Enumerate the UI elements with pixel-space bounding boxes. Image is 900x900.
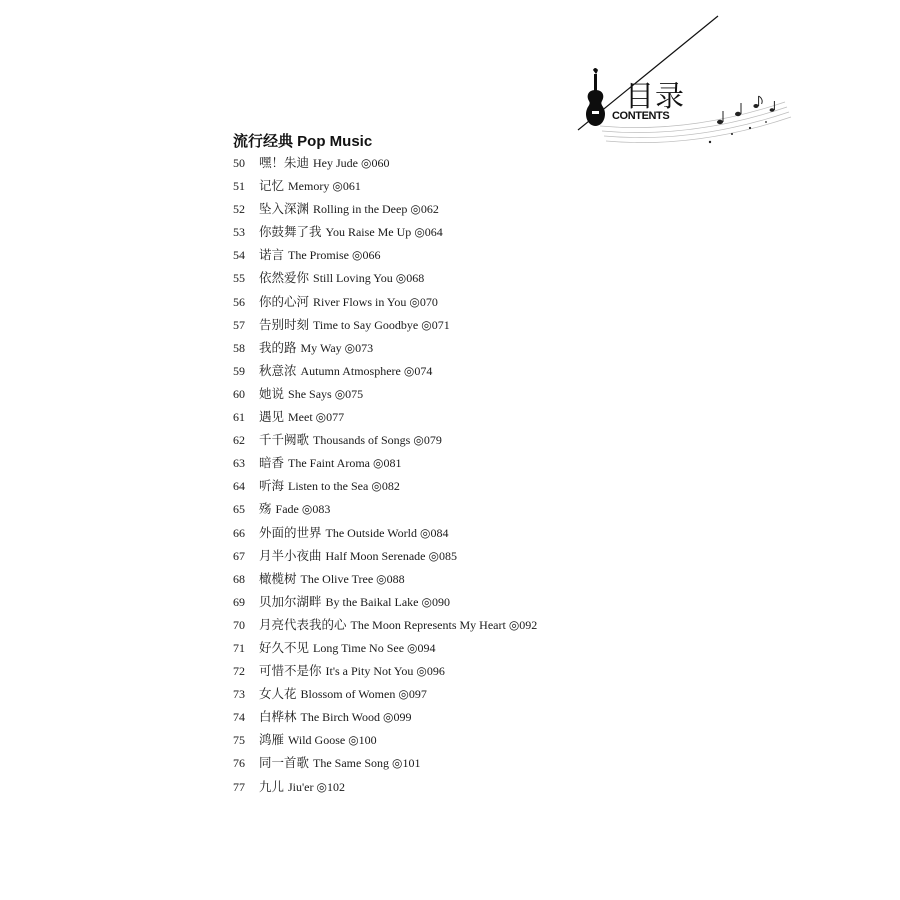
entry-page: ◎094 bbox=[407, 640, 436, 655]
toc-entry bbox=[233, 659, 537, 682]
entry-page: ◎102 bbox=[316, 779, 345, 794]
entry-title-en: Fade bbox=[275, 502, 299, 517]
entry-page: ◎068 bbox=[395, 271, 425, 286]
entry-title-en: The Same Song bbox=[313, 756, 390, 771]
entry-title-en: Wild Goose bbox=[288, 733, 346, 748]
entry-title-en: The Outside World bbox=[325, 525, 417, 540]
entry-number: 54 bbox=[233, 248, 245, 263]
entry-number: 70 bbox=[233, 617, 245, 632]
entry-number: 69 bbox=[233, 594, 245, 609]
entry-title-en: Long Time No See bbox=[313, 640, 405, 655]
entry-number: 51 bbox=[233, 179, 245, 194]
entry-title-en: Memory bbox=[288, 179, 330, 194]
entry-title-cn: 贝加尔湖畔 bbox=[259, 593, 322, 609]
toc-entry bbox=[233, 405, 537, 428]
toc-entry bbox=[233, 220, 537, 243]
entry-title-cn: 橄榄树 bbox=[259, 570, 297, 586]
entry-page: ◎079 bbox=[413, 433, 442, 448]
entry-title-cn: 诺言 bbox=[259, 247, 285, 263]
toc-entry bbox=[233, 382, 537, 405]
entry-title-en: Meet bbox=[288, 410, 313, 425]
toc-entry bbox=[233, 474, 537, 497]
entry-title-cn: 可惜不是你 bbox=[259, 663, 322, 679]
entry-title-cn: 你鼓舞了我 bbox=[259, 224, 322, 240]
toc-entry bbox=[233, 521, 537, 544]
entry-title-en: Jiu'er bbox=[288, 779, 314, 794]
toc-entry bbox=[233, 428, 537, 451]
entry-page: ◎074 bbox=[403, 363, 433, 378]
toc-entry bbox=[233, 290, 537, 313]
entry-number: 73 bbox=[233, 687, 245, 702]
toc-entry bbox=[233, 336, 537, 359]
entry-title-cn: 女人花 bbox=[259, 686, 297, 702]
entry-title-cn: 依然爱你 bbox=[259, 270, 310, 286]
entry-title-cn: 殇 bbox=[259, 501, 272, 517]
entry-page: ◎099 bbox=[382, 710, 412, 725]
entry-number: 71 bbox=[233, 640, 245, 655]
entry-page: ◎075 bbox=[334, 386, 364, 401]
entry-title-en: By the Baikal Lake bbox=[325, 594, 419, 609]
entry-title-en: Autumn Atmosphere bbox=[300, 363, 401, 378]
entry-page: ◎061 bbox=[332, 179, 361, 194]
entry-page: ◎090 bbox=[421, 594, 450, 609]
entry-title-en: Blossom of Women bbox=[300, 687, 396, 702]
entry-title-en: The Promise bbox=[288, 248, 350, 263]
entry-number: 63 bbox=[233, 456, 245, 471]
entry-title-cn: 同一首歌 bbox=[259, 755, 310, 771]
entry-title-cn: 月亮代表我的心 bbox=[259, 616, 347, 632]
entry-number: 50 bbox=[233, 156, 245, 170]
entry-number: 76 bbox=[233, 756, 245, 771]
entry-page: ◎092 bbox=[508, 617, 538, 632]
entry-title-cn: 坠入深渊 bbox=[259, 201, 310, 217]
entry-number: 52 bbox=[233, 202, 245, 217]
toc-entry bbox=[233, 567, 537, 590]
entry-title-en: Half Moon Serenade bbox=[325, 548, 426, 563]
toc-entry bbox=[233, 497, 537, 520]
entry-page: ◎096 bbox=[416, 664, 445, 679]
toc-entry bbox=[233, 682, 537, 705]
entry-title-cn: 好久不见 bbox=[259, 639, 310, 655]
entry-page: ◎097 bbox=[398, 687, 427, 702]
entry-title-en: The Olive Tree bbox=[300, 571, 374, 586]
entry-title-cn: 鸿雁 bbox=[259, 732, 285, 748]
entry-number: 74 bbox=[233, 710, 245, 725]
entry-title-cn: 记忆 bbox=[259, 178, 285, 194]
toc-entry bbox=[233, 775, 537, 798]
entry-number: 68 bbox=[233, 571, 245, 586]
entry-page: ◎066 bbox=[352, 248, 381, 263]
toc-entry bbox=[233, 728, 537, 751]
entry-title-cn: 你的心河 bbox=[259, 293, 310, 309]
entry-page: ◎083 bbox=[301, 502, 331, 517]
entry-number: 56 bbox=[233, 294, 245, 309]
entry-title-cn: 告别时刻 bbox=[259, 316, 310, 332]
entry-page: ◎081 bbox=[373, 456, 402, 471]
entry-title-cn: 外面的世界 bbox=[259, 524, 322, 540]
entry-title-en: Rolling in the Deep bbox=[313, 202, 408, 217]
toc-entry bbox=[233, 174, 537, 197]
entry-number: 62 bbox=[233, 433, 245, 448]
toc-list bbox=[233, 151, 537, 798]
toc-entry bbox=[233, 544, 537, 567]
entry-page: ◎070 bbox=[409, 294, 438, 309]
entry-title-cn: 暗香 bbox=[259, 455, 285, 471]
toc-entry bbox=[233, 359, 537, 382]
entry-page: ◎088 bbox=[376, 571, 405, 586]
toc-entry bbox=[233, 636, 537, 659]
entry-title-cn: 秋意浓 bbox=[259, 362, 297, 378]
entry-title-en: River Flows in You bbox=[313, 294, 407, 309]
toc-entry bbox=[233, 613, 537, 636]
contents-title-en: CONTENTS bbox=[612, 110, 670, 122]
entry-title-cn: 九儿 bbox=[259, 778, 285, 794]
entry-number: 72 bbox=[233, 664, 245, 679]
entry-title-cn: 我的路 bbox=[259, 339, 297, 355]
entry-page: ◎077 bbox=[315, 410, 345, 425]
entry-number: 65 bbox=[233, 502, 245, 517]
entry-number: 77 bbox=[233, 779, 245, 794]
entry-title-en: The Moon Represents My Heart bbox=[350, 617, 506, 632]
entry-title-en: Still Loving You bbox=[313, 271, 393, 286]
section-heading: 流行经典 Pop Music bbox=[233, 133, 373, 150]
entry-number: 75 bbox=[233, 733, 245, 748]
entry-page: ◎064 bbox=[414, 225, 443, 240]
entry-title-en: It's a Pity Not You bbox=[325, 664, 414, 679]
entry-number: 53 bbox=[233, 225, 245, 240]
contents-title-cn: 目录 bbox=[625, 79, 686, 113]
entry-page: ◎060 bbox=[361, 156, 390, 170]
entry-title-en: Time to Say Goodbye bbox=[313, 317, 419, 332]
entry-title-en: The Birch Wood bbox=[300, 710, 380, 725]
entry-title-cn: 嘿！朱迪 bbox=[259, 155, 310, 170]
toc-entry bbox=[233, 451, 537, 474]
entry-number: 59 bbox=[233, 363, 245, 378]
entry-page: ◎101 bbox=[392, 756, 421, 771]
toc-entry bbox=[233, 266, 537, 289]
entry-number: 55 bbox=[233, 271, 245, 286]
entry-title-en: My Way bbox=[300, 340, 342, 355]
entry-number: 60 bbox=[233, 386, 245, 401]
entry-title-en: You Raise Me Up bbox=[325, 225, 412, 240]
entry-title-cn: 千千阙歌 bbox=[259, 432, 310, 448]
entry-number: 64 bbox=[233, 479, 245, 494]
violin-icon bbox=[586, 68, 605, 126]
toc-entry bbox=[233, 151, 537, 174]
entry-title-cn: 遇见 bbox=[259, 409, 285, 425]
entry-title-cn: 白桦林 bbox=[259, 709, 297, 725]
entry-title-cn: 她说 bbox=[259, 385, 285, 401]
entry-title-en: She Says bbox=[288, 386, 332, 401]
entry-title-en: The Faint Aroma bbox=[288, 456, 370, 471]
entry-page: ◎071 bbox=[421, 317, 450, 332]
entry-page: ◎100 bbox=[348, 733, 377, 748]
entry-page: ◎062 bbox=[410, 202, 439, 217]
entry-page: ◎073 bbox=[344, 340, 374, 355]
entry-title-cn: 听海 bbox=[259, 478, 285, 494]
toc-entry bbox=[233, 751, 537, 774]
entry-page: ◎084 bbox=[419, 525, 449, 540]
entry-number: 58 bbox=[233, 340, 245, 355]
toc-entry bbox=[233, 590, 537, 613]
entry-page: ◎085 bbox=[428, 548, 457, 563]
entry-page: ◎082 bbox=[371, 479, 400, 494]
entry-title-en: Thousands of Songs bbox=[313, 433, 411, 448]
entry-number: 57 bbox=[233, 317, 245, 332]
entry-title-cn: 月半小夜曲 bbox=[259, 547, 322, 563]
entry-number: 67 bbox=[233, 548, 245, 563]
toc-entry bbox=[233, 197, 537, 220]
toc-entry bbox=[233, 705, 537, 728]
entry-title-en: Listen to the Sea bbox=[288, 479, 369, 494]
entry-number: 66 bbox=[233, 525, 245, 540]
entry-number: 61 bbox=[233, 410, 245, 425]
toc-entry bbox=[233, 313, 537, 336]
entry-title-en: Hey Jude bbox=[313, 156, 359, 170]
toc-entry bbox=[233, 243, 537, 266]
